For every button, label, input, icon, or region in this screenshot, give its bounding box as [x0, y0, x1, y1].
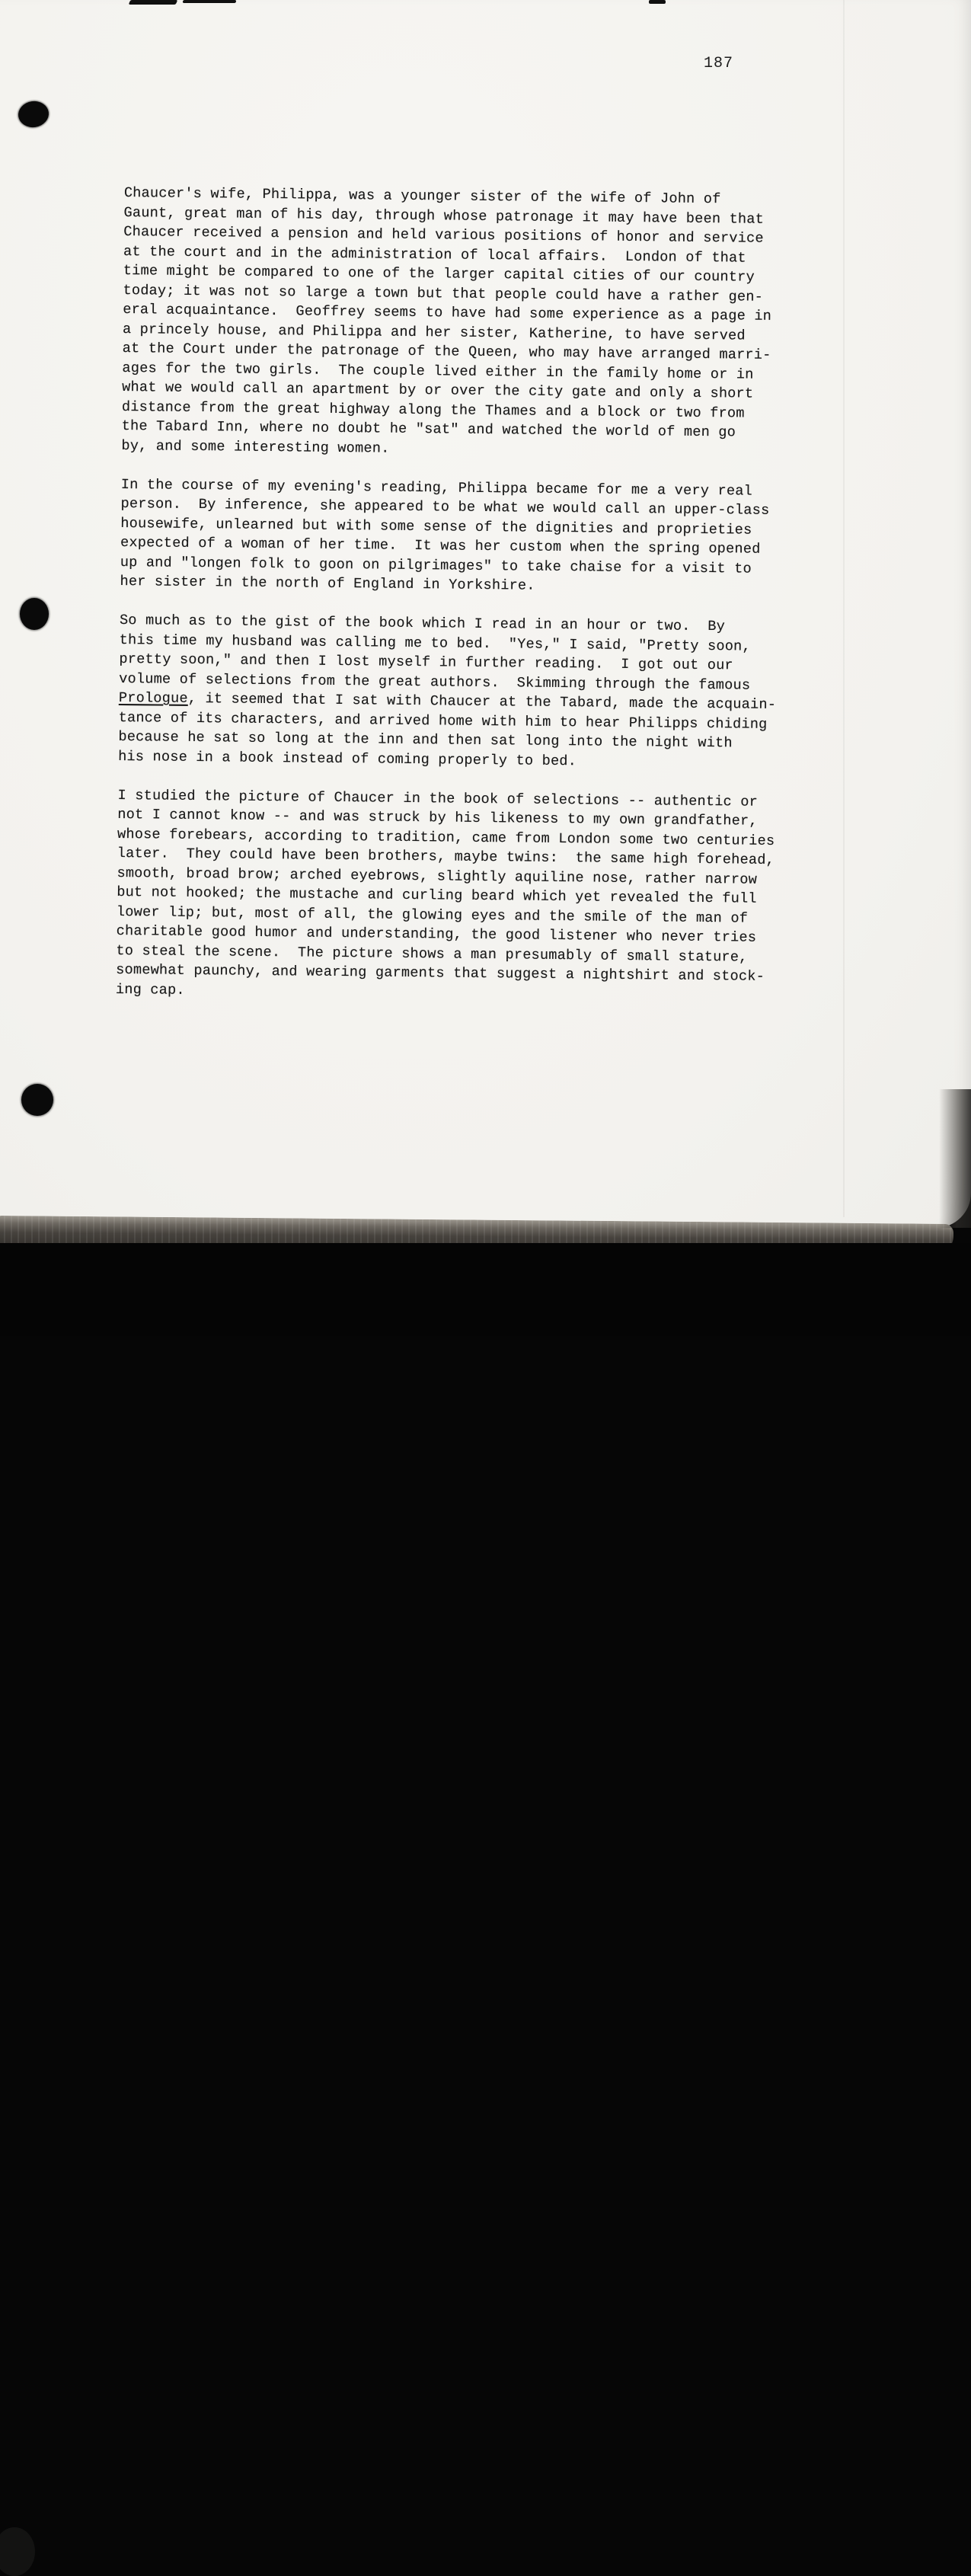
text-line: not I cannot know -- and was struck by his likeness to my own grandfather,: [117, 806, 758, 829]
text-line: this time my husband was calling me to bed. "Yes," I said, "Pretty soon,: [119, 631, 751, 655]
text-line: at the court and in the administration of local affairs. London of that: [123, 243, 746, 267]
text-line: smooth, broad brow; arched eyebrows, slightly aquiline nose, rather narrow: [117, 865, 758, 888]
text-line: Chaucer received a pension and held various positions of honor and service: [123, 223, 764, 247]
text-line: but not hooked; the mustache and curling beard which yet revealed the full: [117, 884, 757, 907]
text-line: ages for the two girls. The couple lived either in the family home or in: [122, 360, 754, 383]
hole-punch: [17, 99, 50, 129]
paragraph-3: [118, 611, 790, 773]
text-line: distance from the great highway along the Thames and a block or two from: [121, 398, 745, 422]
text-line: his nose in a book instead of coming properly to bed.: [118, 748, 577, 769]
scan-edge-mark: [183, 0, 237, 3]
text-line: somewhat paunchy, and wearing garments that suggest a nightshirt and stock-: [116, 961, 765, 985]
scan-smudge: [0, 2527, 35, 2576]
text-block: [116, 184, 794, 1026]
text-line: I studied the picture of Chaucer in the book of selections -- authentic or: [117, 787, 759, 810]
text-line: her sister in the north of England in Yorkshire.: [120, 573, 535, 594]
text-line: by, and some interesting women.: [121, 437, 390, 457]
text-line: whose forebears, according to tradition, came from London some two centuries: [117, 826, 775, 849]
text-line: Gaunt, great man of his day, through whose patronage it may have been that: [123, 204, 765, 228]
text-line-rest: , it seemed that I sat with Chaucer at the Tabard, made the acquain-: [187, 690, 777, 714]
paragraph-4: [116, 785, 788, 1006]
text-line: because he sat so long at the inn and then sat long into the night with: [118, 728, 733, 752]
text-line: later. They could have been brothers, maybe twins: the same high forehead,: [117, 845, 775, 868]
hole-punch: [21, 1084, 53, 1116]
underlined-word: Prologue: [118, 689, 188, 707]
text-line: time might be compared to one of the larger capital cities of our country: [123, 262, 755, 286]
text-line: today; it was not so large a town but that people could have a rather gen-: [123, 282, 764, 305]
text-line: at the Court under the patronage of the Queen, who may have arranged marri-: [122, 340, 771, 363]
text-line: So much as to the gist of the book which I read in an hour or two. By: [119, 612, 726, 635]
text-line: a princely house, and Philippa and her sister, Katherine, to have served: [122, 321, 746, 344]
text-line: to steal the scene. The picture shows a man presumably of small stature,: [116, 942, 748, 966]
text-line: pretty soon," and then I lost myself in further reading. I got out our: [119, 650, 733, 674]
text-line: ing cap.: [115, 981, 185, 999]
paper-sheet: [0, 0, 971, 1228]
text-line: In the course of my evening's reading, Philippa became for me a very real: [120, 476, 753, 500]
paragraph-2: [120, 475, 791, 598]
page-number: 187: [704, 55, 734, 72]
text-line: Chaucer's wife, Philippa, was a younger sister of the wife of John of: [123, 184, 721, 208]
text-line: charitable good humor and understanding, the good listener who never tries: [116, 922, 757, 946]
text-line: eral acquaintance. Geoffrey seems to have had some experience as a page in: [123, 301, 772, 324]
text-line: expected of a woman of her time. It was her custom when the spring opened: [120, 534, 761, 558]
scan-edge-mark: [649, 0, 666, 4]
scan-right-edge-shadow: [939, 1089, 971, 1228]
text-line: person. By inference, she appeared to be what we would call an upper-class: [120, 495, 770, 519]
text-line: housewife, unlearned but with some sense of the dignities and proprieties: [120, 515, 752, 539]
text-line: what we would call an apartment by or over the city gate and only a short: [122, 379, 754, 402]
text-line: lower lip; but, most of all, the glowing eyes and the smile of the man of: [116, 903, 749, 927]
scan-edge-mark: [129, 0, 178, 5]
text-line: tance of its characters, and arrived home with him to hear Philipps chiding: [118, 709, 768, 733]
paragraph-1: [121, 184, 794, 462]
scanner-bed-background: [0, 1243, 971, 1336]
text-line: the Tabard Inn, where no doubt he "sat" and watched the world of men go: [121, 417, 736, 441]
paper-crease-line: [843, 0, 845, 1217]
hole-punch: [20, 598, 49, 630]
text-line: up and "longen folk to goon on pilgrimages" to take chaise for a visit to: [120, 554, 752, 577]
text-line: volume of selections from the great authors. Skimming through the famous: [119, 670, 751, 694]
